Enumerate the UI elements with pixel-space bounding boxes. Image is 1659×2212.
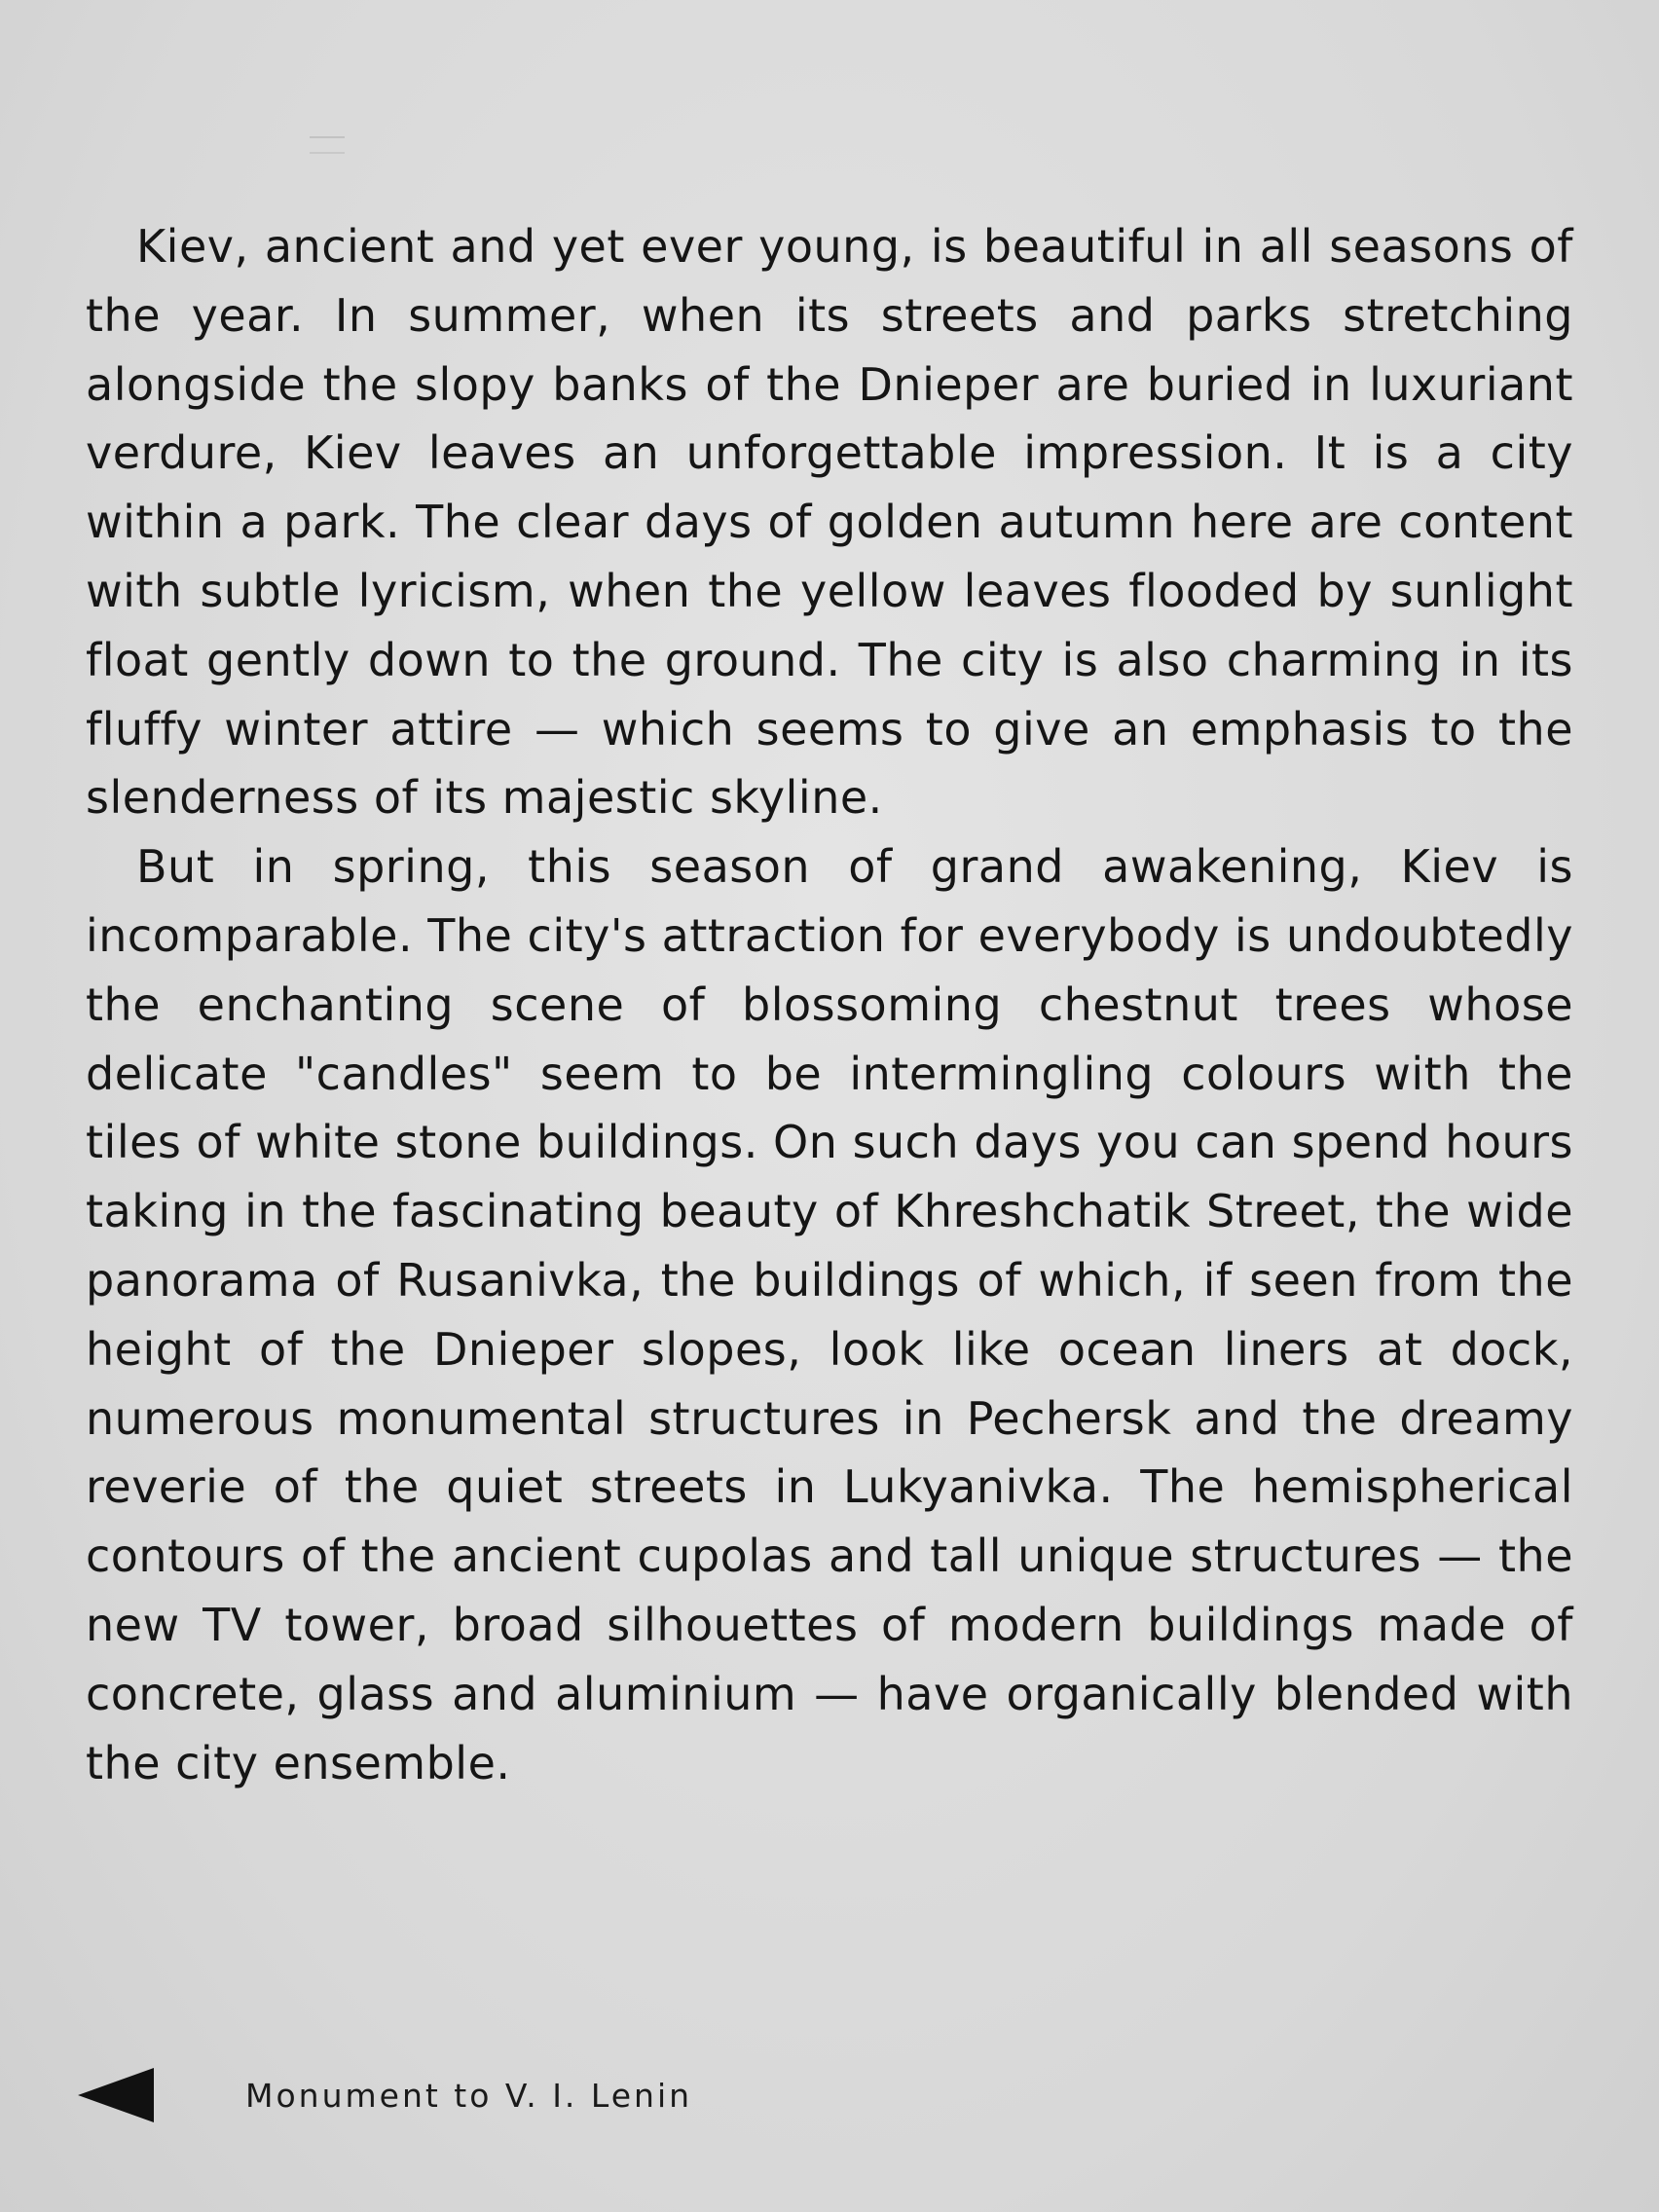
- print-mark: [310, 136, 345, 154]
- photo-caption: [78, 2066, 692, 2124]
- left-arrow-icon: [78, 2068, 154, 2122]
- paragraph-1: Kiev, ancient and yet ever young, is beautiful in all seasons of the year. In summer, when its streets and parks stretching alongside the slopy banks of the Dnieper are buried in luxuriant verdure, Kiev leaves an unforgettable impression. It is a city within a park. The clear days of golden autumn here are content with subtle lyricism, when the yellow leaves flooded by sunlight float gently down to the ground. The city is also charming in its fluffy winter attire — which seems to give an emphasis to the slenderness of its majestic skyline.: [86, 220, 1573, 825]
- paragraph-2: But in spring, this season of grand awakening, Kiev is incomparable. The city's attraction for everybody is undoubtedly the enchanting scene of blossoming chestnut trees whose delicate "candles" seem to be intermingling colours with the tiles of white stone buildings. On such days you can spend hours taking in the fascinating beauty of Khreshchatik Street, the wide panorama of Rusanivka, the buildings of which, if seen from the height of the Dnieper slopes, look like ocean liners at dock, numerous monumental structures in Pechersk and the dreamy reverie of the quiet streets in Lukyanivka. The hemispherical contours of the ancient cupolas and tall unique structures — the new TV tower, broad silhouettes of modern buildings made of concrete, glass and aluminium — have organically blended with the city ensemble.: [86, 840, 1573, 1789]
- body-text: [86, 212, 1573, 1797]
- caption-text: Monument to V. I. Lenin: [245, 2076, 693, 2115]
